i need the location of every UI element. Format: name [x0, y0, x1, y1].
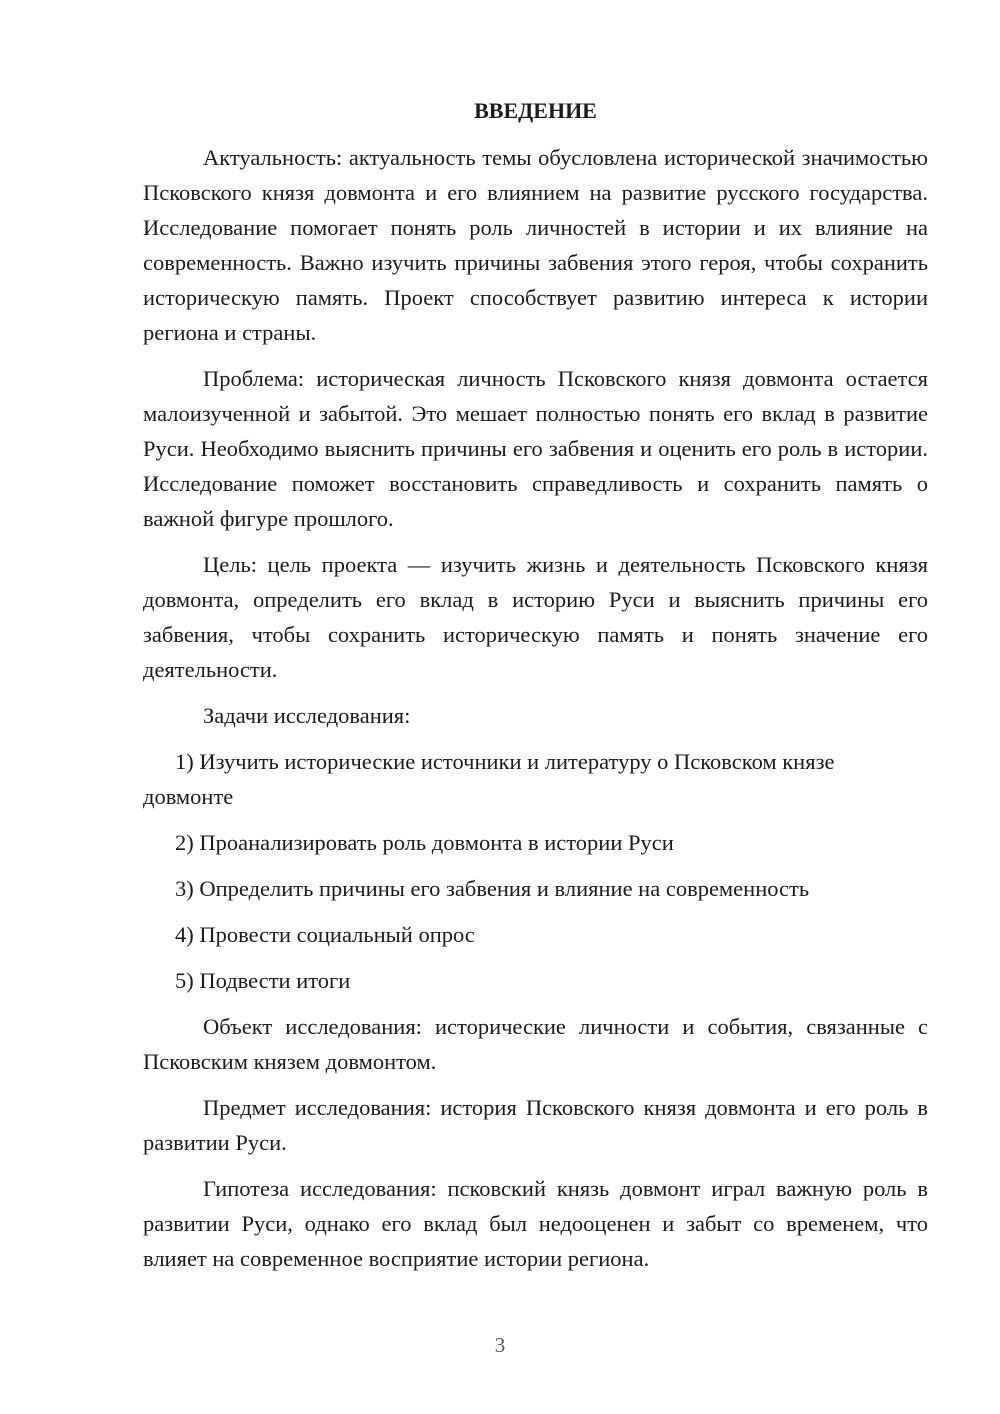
- goal-paragraph: Цель: цель проекта — изучить жизнь и деятельность Псковского князя довмонта, определить его вклад в историю Руси и выяснить причины его забвения, чтобы сохранить историческую память и понять значение его деятельности.: [143, 552, 928, 682]
- list-item: 3) Определить причины его забвения и влияние на современность: [175, 876, 810, 901]
- subject-paragraph: Предмет исследования: история Псковского князя довмонта и его роль в развитии Руси.: [143, 1095, 928, 1155]
- hypothesis-paragraph: Гипотеза исследования: псковский князь довмонт играл важную роль в развитии Руси, однако его вклад был недооценен и забыт со временем, что влияет на современное восприятие истории региона.: [143, 1176, 928, 1271]
- document-page: [143, 96, 928, 1276]
- tasks-heading: Задачи исследования:: [203, 703, 411, 728]
- section-title: ВВЕДЕНИЕ: [474, 98, 597, 123]
- object-paragraph: Объект исследования: исторические личности и события, связанные с Псковским князем довмонтом.: [143, 1014, 928, 1074]
- problem-paragraph: Проблема: историческая личность Псковского князя довмонта остается малоизученной и забытой. Это мешает полностью понять его вклад в развитие Руси. Необходимо выяснить причины его забвения и оценить его роль в истории. Исследование поможет восстановить справедливость и сохранить память о важной фигуре прошлого.: [143, 366, 928, 531]
- page-number: 3: [494, 1333, 506, 1357]
- list-item: 2) Проанализировать роль довмонта в истории Руси: [175, 830, 674, 855]
- list-item: 1) Изучить исторические источники и литературу о Псковском князе довмонте: [143, 749, 835, 809]
- list-item: 4) Провести социальный опрос: [175, 922, 475, 947]
- tasks-list: [143, 744, 928, 998]
- relevance-paragraph: Актуальность: актуальность темы обусловлена исторической значимостью Псковского князя довмонта и его влиянием на развитие русского государства. Исследование помогает понять роль личностей в истории и их влияние на современность. Важно изучить причины забвения этого героя, чтобы сохранить историческую память. Проект способствует развитию интереса к истории региона и страны.: [143, 145, 928, 345]
- list-item: 5) Подвести итоги: [175, 968, 351, 993]
